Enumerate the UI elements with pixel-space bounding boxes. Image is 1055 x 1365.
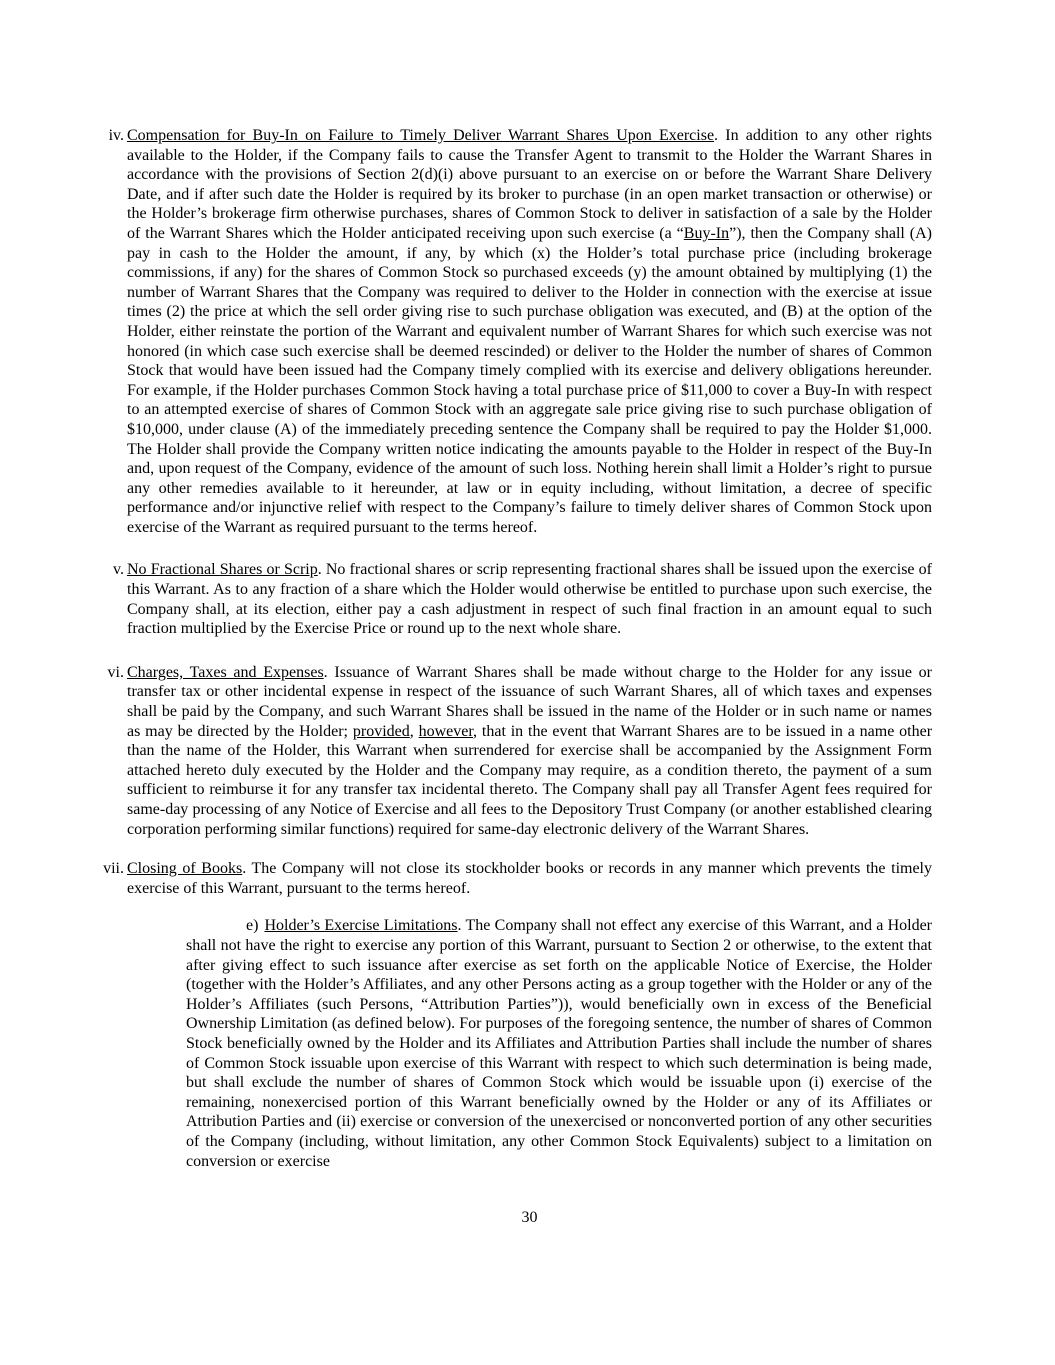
- underlined-heading-text: Holder’s Exercise Limitations: [264, 917, 458, 935]
- body-text-run: . In addition to any other rights available to the Holder, if the Company fails to cause the Transfer Agent to transmit to the Holder the Warrant Shares in accordance with the provisions of Section 2(d)(i) above pursuant to an exercise on or before the Warrant Share Delivery Date, and if after such date the Holder is required by its broker to purchase (in an open market transaction or otherwise) or the Holder’s brokerage firm otherwise purchases, shares of Common Stock to deliver in satisfaction of a sale by the Holder of the Warrant Shares which the Holder anticipated receiving upon such exercise (a “: [127, 127, 932, 242]
- body-text-run: . No fractional shares or scrip representing fractional shares shall be issued upon the exercise of this Warrant. As to any fraction of a share which the Holder would otherwise be entitled to purchase upon such exercise, the Company shall, at its election, either pay a cash adjustment in respect of such final fraction in an amount equal to such fraction multiplied by the Exercise Price or round up to the next whole share.: [127, 561, 932, 638]
- underlined-heading-text: Buy-In: [683, 224, 730, 242]
- body-text-run: ”), then the Company shall (A) pay in cash to the Holder the amount, if any, by which (x) the Holder’s total purchase price (including brokerage commissions, if any) for the shares of Common Stock so purchased exceeds (y) the amount obtained by multiplying (1) the number of Warrant Shares that the Company was required to deliver to the Holder in connection with the exercise at issue times (2) the price at which the sell order giving rise to such purchase obligation was executed, and (B) at the option of the Holder, either reinstate the portion of the Warrant and equivalent number of Warrant Shares for which such exercise was not honored (in which case such exercise shall be deemed rescinded) or deliver to the Holder the number of shares of Common Stock that would have been issued had the Company timely complied with its exercise and delivery obligations hereunder. For example, if the Holder purchases Common Stock having a total purchase price of $11,000 to cover a Buy-In with respect to an attempted exercise of shares of Common Stock with an aggregate sale price giving rise to such purchase obligation of $10,000, under clause (A) of the immediately preceding sentence the Company shall be required to pay the Holder $1,000. The Holder shall provide the Company written notice indicating the amounts payable to the Holder in respect of the Buy-In and, upon request of the Company, evidence of the amount of such loss. Nothing herein shall limit a Holder’s right to pursue any other remedies available to it hereunder, at law or in equity including, without limitation, a decree of specific performance and/or injunctive relief with respect to the Company’s failure to timely deliver shares of Common Stock upon exercise of the Warrant as required pursuant to the terms hereof.: [127, 224, 933, 536]
- body-text-run: ,: [409, 722, 419, 740]
- body-text-run: , that in the event that Warrant Shares are to be issued in a name other than the name of the Holder, this Warrant when surrendered for exercise shall be accompanied by the Assignment Form attached hereto duly executed by the Holder and the Company may require, as a condition thereto, the payment of a sum sufficient to reimburse it for any transfer tax incidental thereto. The Company shall pay all Transfer Agent fees required for same-day processing of any Notice of Exercise and all fees to the Depository Trust Company (or another established clearing corporation performing similar functions) required for same-day electronic delivery of the Warrant Shares.: [127, 722, 933, 838]
- paragraph-iv-text: [127, 127, 932, 536]
- paragraph-vii-text: [127, 860, 932, 897]
- list-marker-e: e): [246, 917, 259, 935]
- paragraph-vii-closing-of-books: [103, 859, 933, 898]
- underlined-heading-text: Charges, Taxes and Expenses: [127, 663, 324, 681]
- underlined-heading-text: No Fractional Shares or Scrip: [127, 561, 318, 579]
- underlined-heading-text: provided: [352, 722, 410, 740]
- paragraph-e-holders-exercise-limitations: [186, 916, 932, 1171]
- paragraph-v-text: [127, 561, 932, 637]
- body-text-run: . The Company will not close its stockholder books or records in any manner which prevents the timely exercise of this Warrant, pursuant to the terms hereof.: [127, 860, 933, 897]
- list-marker-vi: vi.: [107, 663, 124, 681]
- paragraph-e-text: [186, 917, 932, 1169]
- underlined-heading-text: Compensation for Buy-In on Failure to Timely Deliver Warrant Shares Upon Exercise: [127, 127, 715, 144]
- body-text-run: . The Company shall not effect any exercise of this Warrant, and a Holder shall not have the right to exercise any portion of this Warrant, pursuant to Section 2 or otherwise, to the extent that after giving effect to such issuance after exercise as set forth on the applicable Notice of Exercise, the Holder (together with the Holder’s Affiliates, and any other Persons acting as a group together with the Holder or any of the Holder’s Affiliates (such Persons, “Attribution Parties”)), would beneficially own in excess of the Beneficial Ownership Limitation (as defined below). For purposes of the foregoing sentence, the number of shares of Common Stock beneficially owned by the Holder and its Affiliates and Attribution Parties shall include the number of shares of Common Stock issuable upon exercise of this Warrant with respect to which such determination is being made, but shall exclude the number of shares of Common Stock which would be issuable upon (i) exercise of the remaining, nonexercised portion of this Warrant beneficially owned by the Holder or any of its Affiliates or Attribution Parties and (ii) exercise or conversion of the unexercised or nonconverted portion of any other securities of the Company (including, without limitation, any other Common Stock Equivalents) subject to a limitation on conversion or exercise: [186, 917, 933, 1170]
- paragraph-vi-text: [127, 664, 932, 838]
- paragraph-iv-compensation-for-buy-in: [108, 126, 933, 537]
- page-number: 30: [521, 1209, 538, 1227]
- underlined-heading-text: Closing of Books: [127, 860, 243, 878]
- list-marker-v: v.: [113, 561, 124, 579]
- body-text-run: . Issuance of Warrant Shares shall be made without charge to the Holder for any issue or transfer tax or other incidental expense in respect of the issuance of such Warrant Shares, all of which taxes and expenses shall be paid by the Company, and such Warrant Shares shall be issued in the name of the Holder or in such name or names as may be directed by the Holder;: [127, 663, 932, 740]
- list-marker-vii: vii.: [103, 860, 124, 878]
- list-marker-iv: iv.: [108, 127, 124, 144]
- paragraph-v-no-fractional-shares: [113, 560, 932, 638]
- underlined-heading-text: however: [418, 722, 474, 740]
- paragraph-vi-charges-taxes-expenses: [107, 663, 933, 839]
